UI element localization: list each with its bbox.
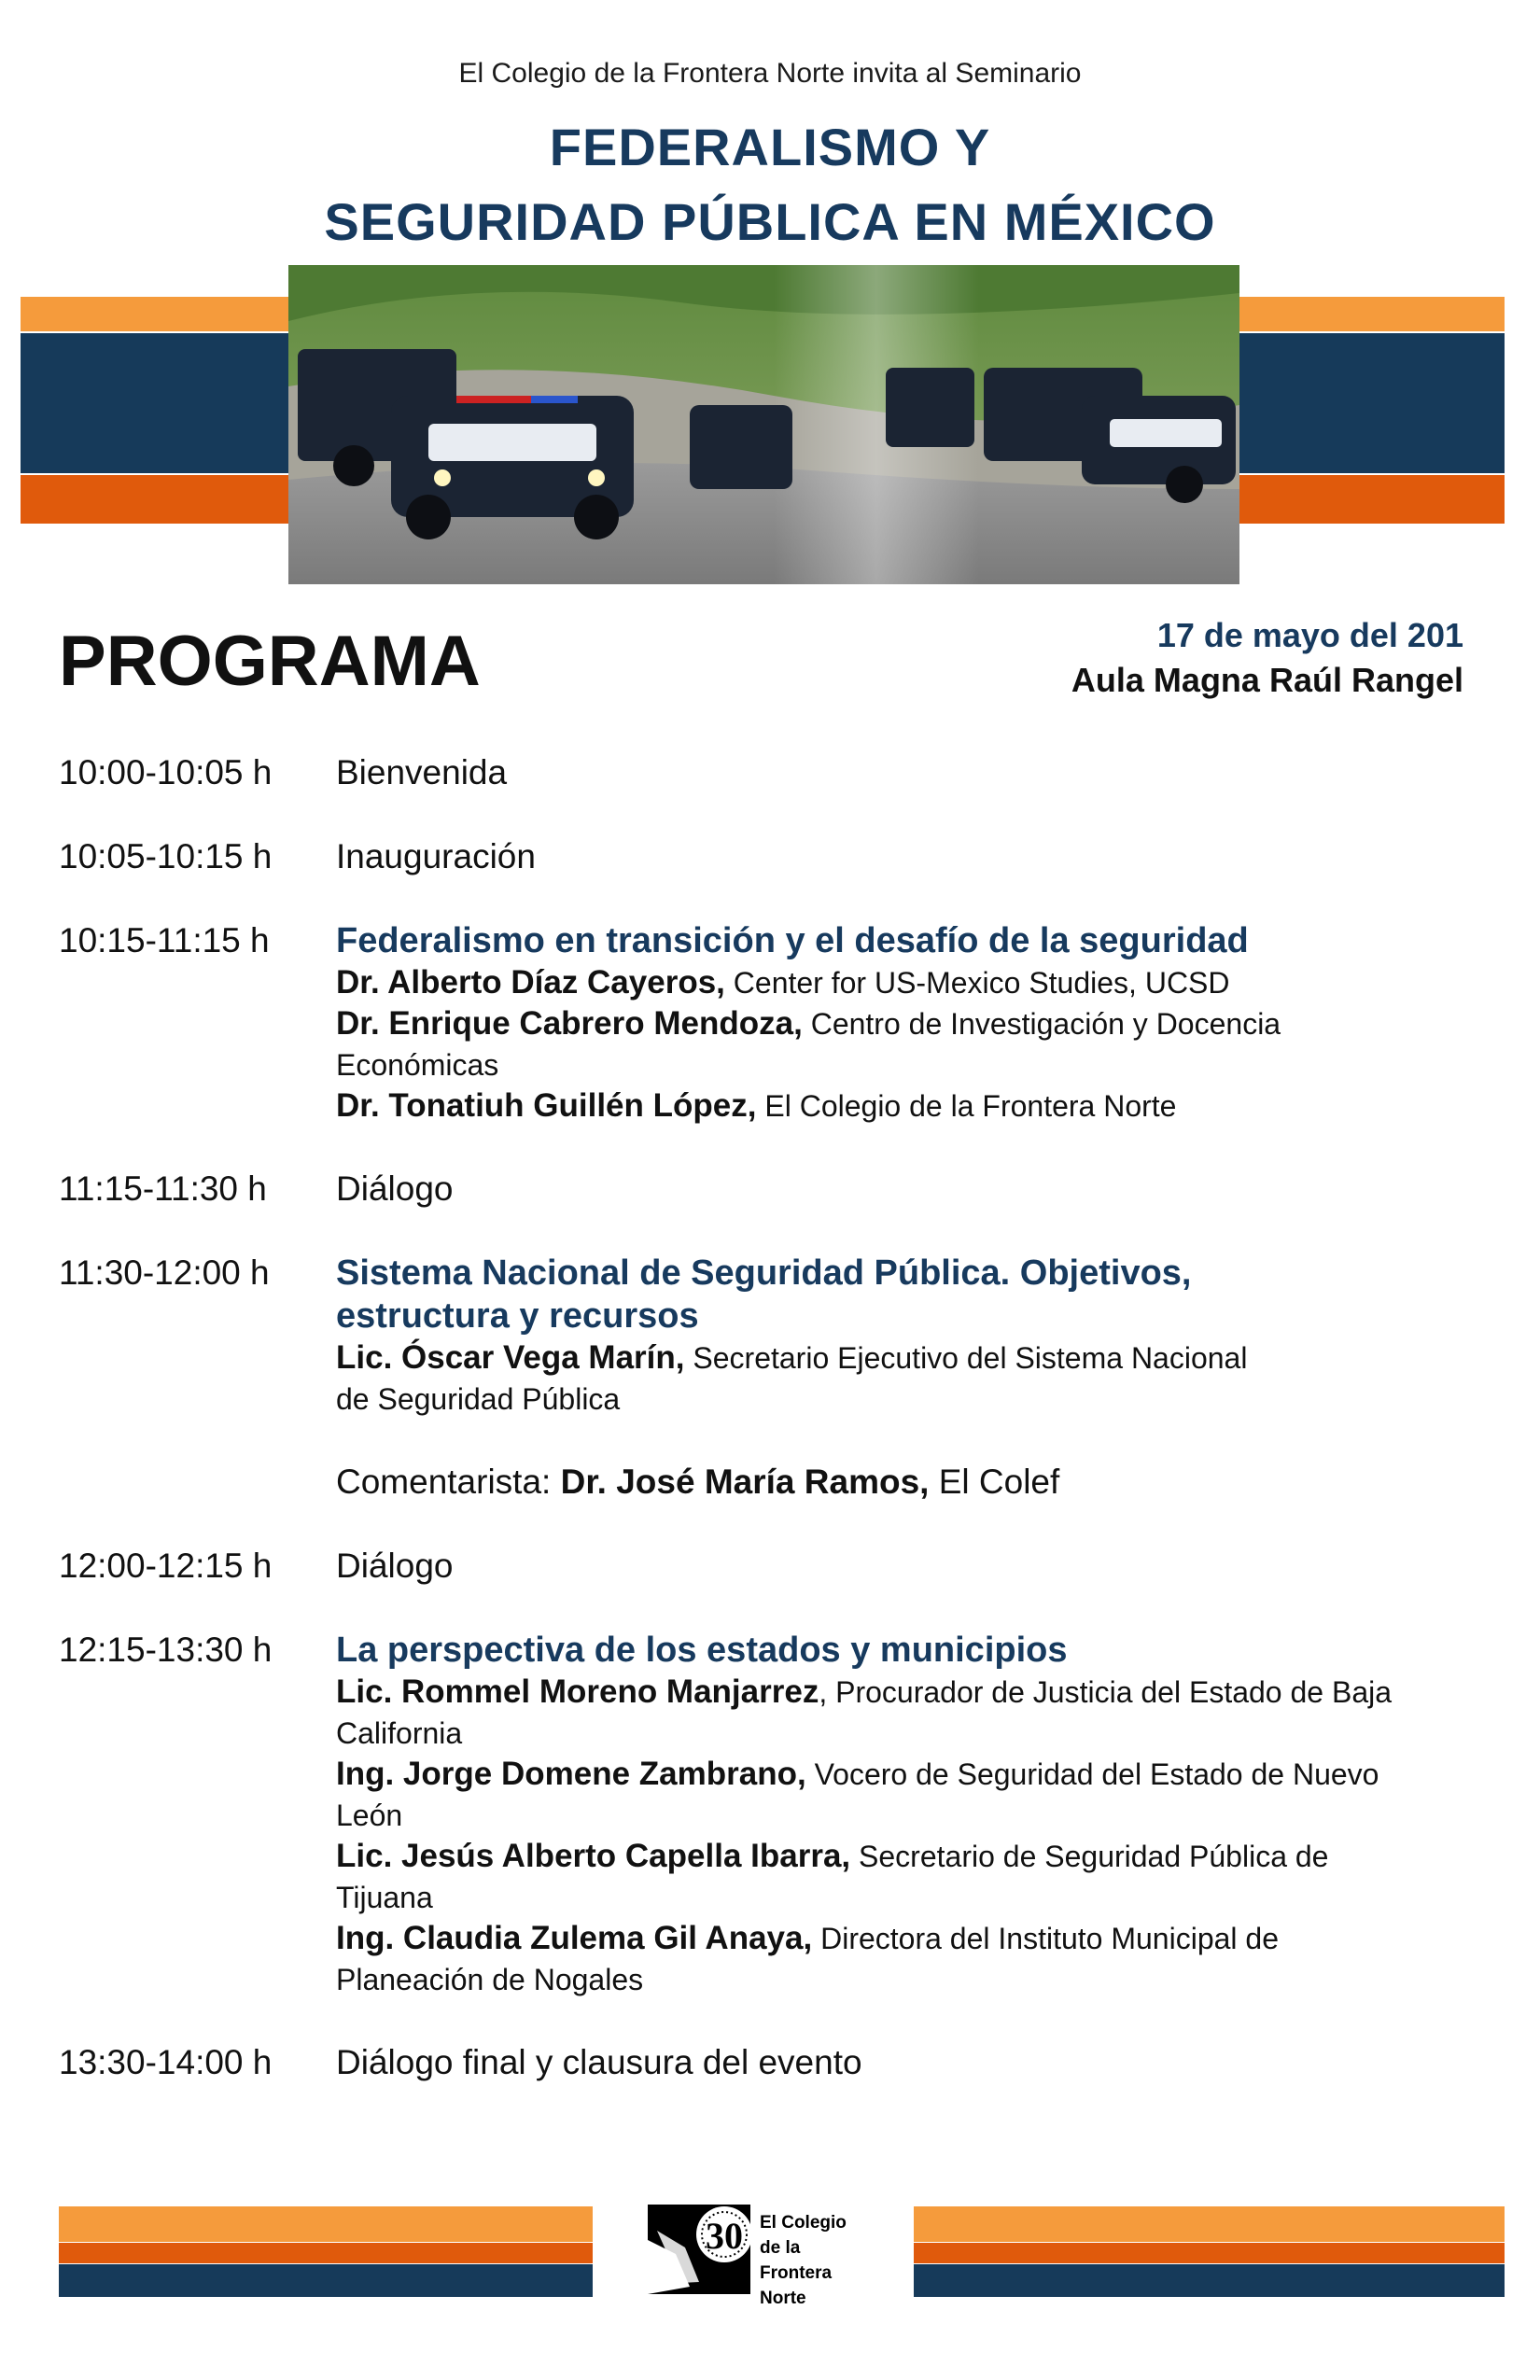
band-left-deep-orange: [21, 475, 290, 524]
speaker-name: Dr. Tonatiuh Guillén López,: [336, 1087, 757, 1124]
speaker-name: Lic. Jesús Alberto Capella Ibarra,: [336, 1838, 851, 1874]
speaker-name: Dr. Enrique Cabrero Mendoza,: [336, 1005, 803, 1042]
speaker-affiliation: El Colegio de la Frontera Norte: [756, 1089, 1177, 1123]
speaker-name: Lic. Óscar Vega Marín,: [336, 1339, 685, 1376]
speaker-name: Lic. Rommel Moreno Manjarrez: [336, 1673, 819, 1710]
agenda-list: [59, 751, 1440, 2125]
speaker-name: Ing. Jorge Domene Zambrano,: [336, 1756, 806, 1792]
speaker: [336, 1672, 1400, 1754]
event-venue: Aula Magna Raúl Rangel: [1071, 661, 1463, 699]
speaker-affiliation: Directora del Instituto Municipal de Planeación de Nogales: [336, 1922, 1279, 1996]
program-heading: PROGRAMA: [59, 622, 481, 701]
speaker: [336, 1003, 1440, 1085]
logo-text: [760, 2210, 876, 2311]
session-topic: Sistema Nacional de Seguridad Pública. Objetivos, estructura y recursos: [336, 1253, 1192, 1336]
footer-band-right-orange: [914, 2206, 1505, 2242]
agenda-time: 13:30-14:00 h: [59, 2043, 273, 2081]
logo-line: Norte: [760, 2289, 806, 2308]
agenda-item: [59, 2041, 1440, 2084]
speaker: [336, 962, 1440, 1003]
title-line-2: SEGURIDAD PÚBLICA EN MÉXICO: [324, 192, 1216, 251]
footer-band-left-deep-orange: [59, 2243, 593, 2263]
event-date: 17 de mayo del 201: [1156, 616, 1463, 654]
agenda-item: [59, 919, 1440, 1127]
agenda-label: Diálogo: [336, 1169, 454, 1208]
speaker: [336, 1337, 1279, 1420]
logo-number: 30: [706, 2215, 743, 2257]
colef-emblem-icon: [648, 2203, 758, 2296]
title-line-1: FEDERALISMO Y: [549, 118, 991, 176]
police-vehicles-photo: [288, 265, 1239, 584]
agenda-label: Inauguración: [336, 837, 536, 875]
speaker-affiliation: Secretario de Seguridad Pública de Tijuana: [336, 1840, 1329, 1914]
footer-band-left-orange: [59, 2206, 593, 2242]
agenda-item: [59, 751, 1440, 794]
speaker: [336, 1754, 1400, 1836]
agenda-time: 12:00-12:15 h: [59, 1547, 273, 1585]
footer-band-left-navy: [59, 2264, 593, 2297]
band-right-deep-orange: [1239, 475, 1505, 524]
band-left-navy: [21, 333, 290, 473]
agenda-item: [59, 835, 1440, 878]
agenda-time: 11:15-11:30 h: [59, 1169, 267, 1208]
agenda-label: Diálogo: [336, 1547, 454, 1585]
agenda-time: 12:15-13:30 h: [59, 1631, 273, 1669]
speaker-affiliation: Centro de Investigación y Docencia Económicas: [336, 1007, 1281, 1082]
session-topic: Federalismo en transición y el desafío de la seguridad: [336, 921, 1249, 960]
agenda-item: [59, 1629, 1440, 2000]
footer-band-right-deep-orange: [914, 2243, 1505, 2263]
logo-line: de la Frontera: [760, 2238, 833, 2283]
speaker: [336, 1918, 1400, 2000]
band-right-navy: [1239, 333, 1505, 473]
band-right-orange: [1239, 297, 1505, 331]
speaker-affiliation: , Procurador de Justicia del Estado de Baja California: [336, 1675, 1393, 1750]
agenda-time: 11:30-12:00 h: [59, 1253, 270, 1292]
speaker: [336, 1085, 1440, 1127]
colef-logo: [648, 2203, 876, 2308]
speaker-name: Dr. Alberto Díaz Cayeros,: [336, 964, 725, 1001]
footer-band-right-navy: [914, 2264, 1505, 2297]
band-left-orange: [21, 297, 290, 331]
invitation-line: El Colegio de la Frontera Norte invita al Seminario: [458, 58, 1082, 89]
commentator-prefix: Comentarista:: [336, 1463, 561, 1501]
speaker-affiliation: Secretario Ejecutivo del Sistema Nacional de Seguridad Pública: [336, 1341, 1248, 1416]
agenda-time: 10:15-11:15 h: [59, 921, 270, 959]
session-topic: La perspectiva de los estados y municipios: [336, 1631, 1068, 1670]
agenda-time: 10:05-10:15 h: [59, 837, 273, 875]
speaker-name: Ing. Claudia Zulema Gil Anaya,: [336, 1920, 813, 1956]
commentator-name: Dr. José María Ramos,: [560, 1463, 930, 1501]
speaker-affiliation: Vocero de Seguridad del Estado de Nuevo León: [336, 1757, 1379, 1832]
logo-line: El Colegio: [760, 2213, 847, 2233]
commentator-affiliation: El Colef: [929, 1463, 1060, 1501]
agenda-item: [59, 1168, 1440, 1211]
speaker-affiliation: Center for US-Mexico Studies, UCSD: [724, 966, 1230, 1000]
agenda-label: Bienvenida: [336, 753, 508, 791]
agenda-item: [59, 1545, 1440, 1588]
commentator: [336, 1461, 1440, 1504]
agenda-item: [59, 1252, 1440, 1504]
speaker: [336, 1836, 1400, 1918]
agenda-label: Diálogo final y clausura del evento: [336, 2043, 862, 2081]
agenda-time: 10:00-10:05 h: [59, 753, 273, 791]
